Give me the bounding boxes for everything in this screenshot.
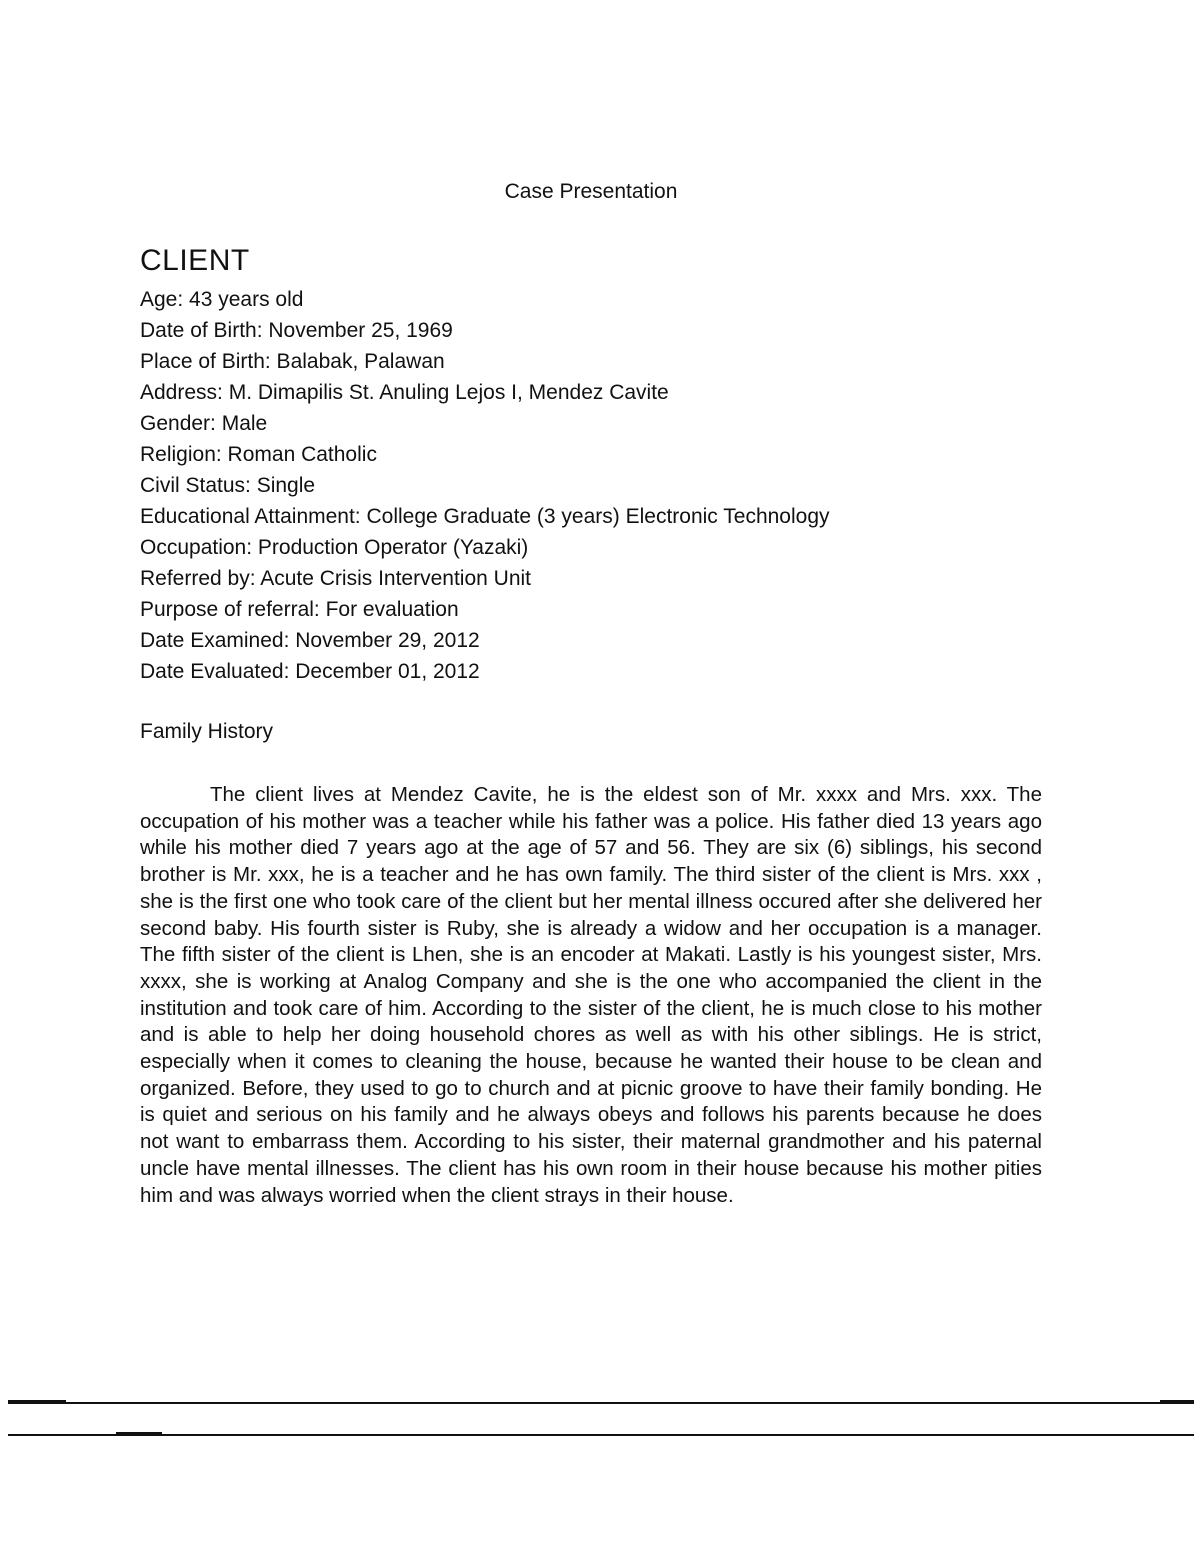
info-date-evaluated: Date Evaluated: December 01, 2012 xyxy=(140,660,480,683)
footer-rule-accent xyxy=(8,1400,66,1403)
info-date-examined: Date Examined: November 29, 2012 xyxy=(140,629,480,652)
client-info-list xyxy=(140,284,830,687)
footer-rule-bottom xyxy=(8,1434,1194,1436)
footer-rule-accent xyxy=(1160,1400,1194,1403)
page-title: Case Presentation xyxy=(504,180,678,203)
info-purpose-of-referral: Purpose of referral: For evaluation xyxy=(140,598,459,621)
family-history-paragraph: The client lives at Mendez Cavite, he is the eldest son of Mr. xxxx and Mrs. xxx. The occupation of his mother was a teacher while his father was a police. His father died 13 years ago while his mother died 7 years ago at the age of 57 and 56. They are six (6) siblings, his second brother is Mr. xxx, he is a teacher and he has own family. The third sister of the client is Mrs. xxx , she is the first one who took care of the client but her mental illness occured after she delivered her second baby. His fourth sister is Ruby, she is already a widow and her occupation is a manager. The fifth sister of the client is Lhen, she is an encoder at Makati. Lastly is his youngest sister, Mrs. xxxx, she is working at Analog Company and she is the one who accompanied the client in the institution and took care of him. According to the sister of the client, he is much close to his mother and is able to help her doing household chores as well as with his other siblings. He is strict, especially when it comes to cleaning the house, because he wanted their house to be clean and organized. Before, they used to go to church and at picnic groove to have their family bonding. He is quiet and serious on his family and he always obeys and follows his parents because he does not want to embarrass them. According to his sister, their maternal grandmother and his paternal uncle have mental illnesses. The client has his own room in their house because his mother pities him and was always worried when the client strays in their house. xyxy=(140,783,1042,1207)
footer-rule-accent xyxy=(116,1432,162,1435)
info-educational-attainment: Educational Attainment: College Graduate (3 years) Electronic Technology xyxy=(140,505,830,528)
info-address: Address: M. Dimapilis St. Anuling Lejos I, Mendez Cavite xyxy=(140,381,669,404)
info-date-of-birth: Date of Birth: November 25, 1969 xyxy=(140,319,453,342)
family-history-heading: Family History xyxy=(140,720,274,743)
info-religion: Religion: Roman Catholic xyxy=(140,443,377,466)
info-civil-status: Civil Status: Single xyxy=(140,474,316,497)
info-occupation: Occupation: Production Operator (Yazaki) xyxy=(140,536,529,559)
client-heading: CLIENT xyxy=(140,244,250,277)
info-place-of-birth: Place of Birth: Balabak, Palawan xyxy=(140,350,445,373)
info-gender: Gender: Male xyxy=(140,412,268,435)
info-age: Age: 43 years old xyxy=(140,288,304,311)
info-referred-by: Referred by: Acute Crisis Intervention Unit xyxy=(140,567,532,590)
footer-rule-top xyxy=(8,1402,1194,1404)
